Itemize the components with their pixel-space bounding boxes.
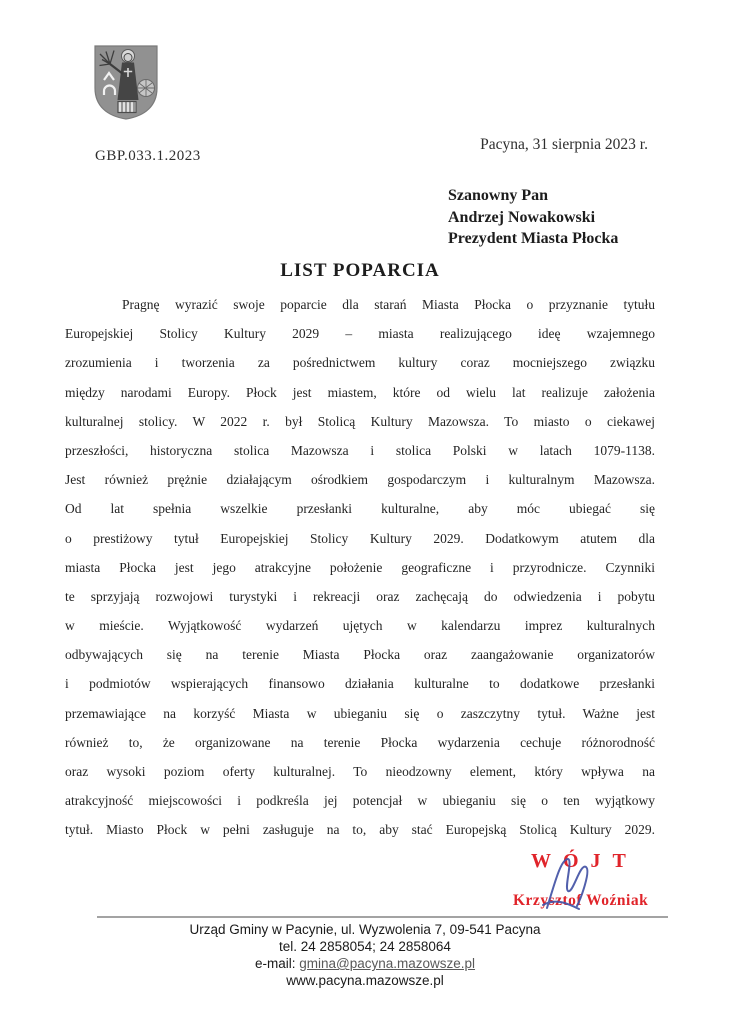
body-line: w mieście. Wyjątkowość wydarzeń ujętych w kalendarzu imprez kulturalnych <box>65 618 655 634</box>
email-label: e-mail: <box>254 956 300 971</box>
body-line: i podmiotów wspierających finansowo działania kulturalne to dodatkowe przesłanki <box>65 676 655 692</box>
body-line: Europejskiej Stolicy Kultury 2029 – miasta realizującego ideę wzajemnego <box>65 326 655 342</box>
body-line: Pragnę wyrazić swoje poparcie dla starań Miasta Płocka o przyznanie tytułu <box>122 297 655 312</box>
addressee-salutation: Szanowny Pan <box>448 187 549 204</box>
body-line: przeszłości, historyczna stolica Mazowsza i stolica Polski w latach 1079-1138. <box>65 442 655 458</box>
footer-website: www.pacyna.mazowsze.pl <box>286 973 444 988</box>
body-line: oraz wysoki poziom oferty kulturalnej. To nieodzowny element, który wpływa na <box>65 764 655 779</box>
body-line: również to, że organizowane na terenie Płocka wydarzenia cechuje różnorodność <box>65 734 655 750</box>
body-line: Od lat spełnia wszelkie przesłanki kulturalne, aby móc ubiegać się <box>65 501 655 517</box>
signer-name: Krzysztof Woźniak <box>513 892 649 909</box>
letter-title: LIST POPARCIA <box>280 260 440 281</box>
email-link[interactable]: gmina@pacyna.mazowsze.pl <box>299 956 476 971</box>
body-line: Jest również prężnie działającym ośrodkiem gospodarczym i kulturalnym Mazowsza. <box>65 472 655 488</box>
body-line: odbywających się na terenie Miasta Płocka oraz zaangażowanie organizatorów <box>65 647 655 663</box>
wojt-stamp: WÓJT <box>531 850 638 872</box>
body-line: między narodami Europy. Płock jest miastem, które od wielu lat realizuje założenia <box>65 384 655 400</box>
coat-of-arms-icon <box>92 43 160 126</box>
body-line: miasta Płocka jest jego atrakcyjne położenie geograficzne i przyrodnicze. Czynniki <box>65 559 655 575</box>
footer <box>0 921 730 989</box>
body-line: przemawiające na korzyść Miasta w ubieganiu się o zaszczytny tytuł. Ważne jest <box>65 705 655 721</box>
addressee-name: Andrzej Nowakowski <box>448 208 596 226</box>
footer-address: Urząd Gminy w Pacynie, ul. Wyzwolenia 7, 09-541 Pacyna <box>189 922 541 937</box>
body-line: kulturalnej stolicy. W 2022 r. był Stolicą Kultury Mazowsza. To miasto o ciekawej <box>65 413 655 429</box>
addressee-block <box>448 185 618 250</box>
body-line: tytuł. Miasto Płock w pełni zasługuje na to, aby stać Europejską Stolicą Kultury 2029. <box>65 822 655 838</box>
letter-body <box>65 290 655 845</box>
body-line: te sprzyjają rozwojowi turystyki i rekreacji oraz zachęcają do odwiedzenia i pobytu <box>65 588 655 604</box>
pen-signature-icon <box>539 848 609 918</box>
footer-phone: tel. 24 2858054; 24 2858064 <box>279 939 451 954</box>
body-line: o prestiżowy tytuł Europejskiej Stolicy Kultury 2029. Dodatkowym atutem dla <box>65 530 655 546</box>
body-line: atrakcyjność miejscowości i podkreśla jej potencjał w ubieganiu się o ten wyjątkowy <box>65 793 655 809</box>
body-line: zrozumienia i tworzenia za pośrednictwem kultury coraz mocniejszego związku <box>65 355 655 371</box>
addressee-title: Prezydent Miasta Płocka <box>448 230 619 247</box>
date-line: Pacyna, 31 sierpnia 2023 r. <box>480 136 648 153</box>
footer-email-line <box>0 955 730 972</box>
reference-number: GBP.033.1.2023 <box>95 148 201 164</box>
